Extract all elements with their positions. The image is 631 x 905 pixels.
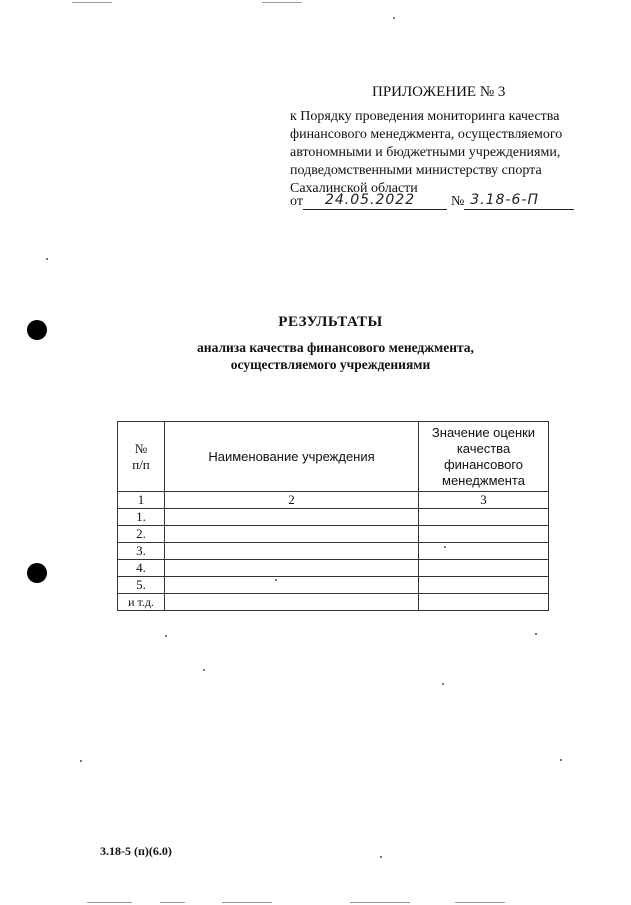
scan-mark-bottom-4: [350, 902, 410, 903]
column-number: 2: [165, 492, 419, 509]
scan-mark-bottom-2: [160, 902, 185, 903]
preamble-line: автономными и бюджетными учреждениями,: [290, 145, 561, 160]
row-name-cell: [165, 509, 419, 526]
document-heading: РЕЗУЛЬТАТЫ: [278, 314, 383, 330]
table-row: [118, 560, 549, 577]
table-row: [118, 543, 549, 560]
table-header-row: [118, 422, 549, 492]
row-name-cell: [165, 577, 419, 594]
row-score-cell: [419, 509, 549, 526]
header-cell-number: [118, 422, 165, 492]
date-prefix: от: [290, 194, 303, 209]
scan-mark-top-left: [72, 2, 112, 3]
column-number: 3: [419, 492, 549, 509]
table-row: [118, 509, 549, 526]
row-number: 2.: [118, 526, 165, 543]
header-score-line: финансового: [443, 456, 524, 472]
row-number: 4.: [118, 560, 165, 577]
punch-hole-bottom: [27, 563, 47, 583]
number-prefix: №: [450, 194, 465, 209]
row-score-cell: [419, 543, 549, 560]
scan-speck: [203, 669, 205, 671]
scan-speck: [46, 258, 48, 260]
row-number: 3.: [118, 543, 165, 560]
header-score-line: качества: [456, 440, 511, 456]
header-score-line: Значение оценки: [431, 424, 536, 440]
scan-speck: [165, 635, 167, 637]
row-score-cell: [419, 594, 549, 611]
handwritten-date: 24.05.2022: [324, 192, 416, 208]
table-row: [118, 594, 549, 611]
column-number-row: [118, 492, 549, 509]
scan-speck: [560, 759, 562, 761]
preamble-line: подведомственными министерству спорта: [290, 163, 542, 178]
appendix-title: ПРИЛОЖЕНИЕ № 3: [372, 84, 506, 100]
scan-speck: [80, 760, 82, 762]
header-cell-score: [419, 422, 549, 492]
scan-speck: [393, 17, 395, 19]
approval-date-number-line: [290, 191, 574, 210]
header-pp: п/п: [132, 456, 150, 472]
row-score-cell: [419, 526, 549, 543]
table-row: [118, 526, 549, 543]
preamble-line: к Порядку проведения мониторинга качества: [290, 109, 560, 124]
row-name-cell: [165, 543, 419, 560]
row-score-cell: [419, 577, 549, 594]
scan-mark-bottom-3: [222, 902, 272, 903]
handwritten-number: 3.18-6-П: [470, 192, 540, 208]
header-score-line: менеджмента: [442, 472, 525, 488]
row-score-cell: [419, 560, 549, 577]
scan-speck: [442, 683, 444, 685]
scan-mark-bottom-1: [87, 902, 132, 903]
row-number: 1.: [118, 509, 165, 526]
header-number-sign: №: [134, 440, 148, 456]
header-cell-name: Наименование учреждения: [165, 422, 419, 492]
row-name-cell: [165, 560, 419, 577]
results-table: [117, 421, 549, 611]
document-code: 3.18-5 (п)(6.0): [100, 844, 172, 858]
document-subtitle-line1: анализа качества финансового менеджмента,: [197, 340, 474, 355]
appendix-preamble: [290, 108, 590, 198]
preamble-line: финансового менеджмента, осуществляемого: [290, 127, 563, 142]
column-number: 1: [118, 492, 165, 509]
row-number: 5.: [118, 577, 165, 594]
scan-speck: [380, 856, 382, 858]
row-number: и т.д.: [118, 594, 165, 611]
row-name-cell: [165, 526, 419, 543]
scan-mark-bottom-5: [455, 902, 505, 903]
scan-mark-top-right: [262, 2, 302, 3]
preamble-line: Сахалинской области: [290, 181, 418, 196]
date-field: [303, 191, 447, 210]
scan-speck: [535, 633, 537, 635]
row-name-cell: [165, 594, 419, 611]
table-row: [118, 577, 549, 594]
number-field: [464, 191, 574, 210]
document-subtitle-line2: осуществляемого учреждениями: [230, 357, 431, 372]
